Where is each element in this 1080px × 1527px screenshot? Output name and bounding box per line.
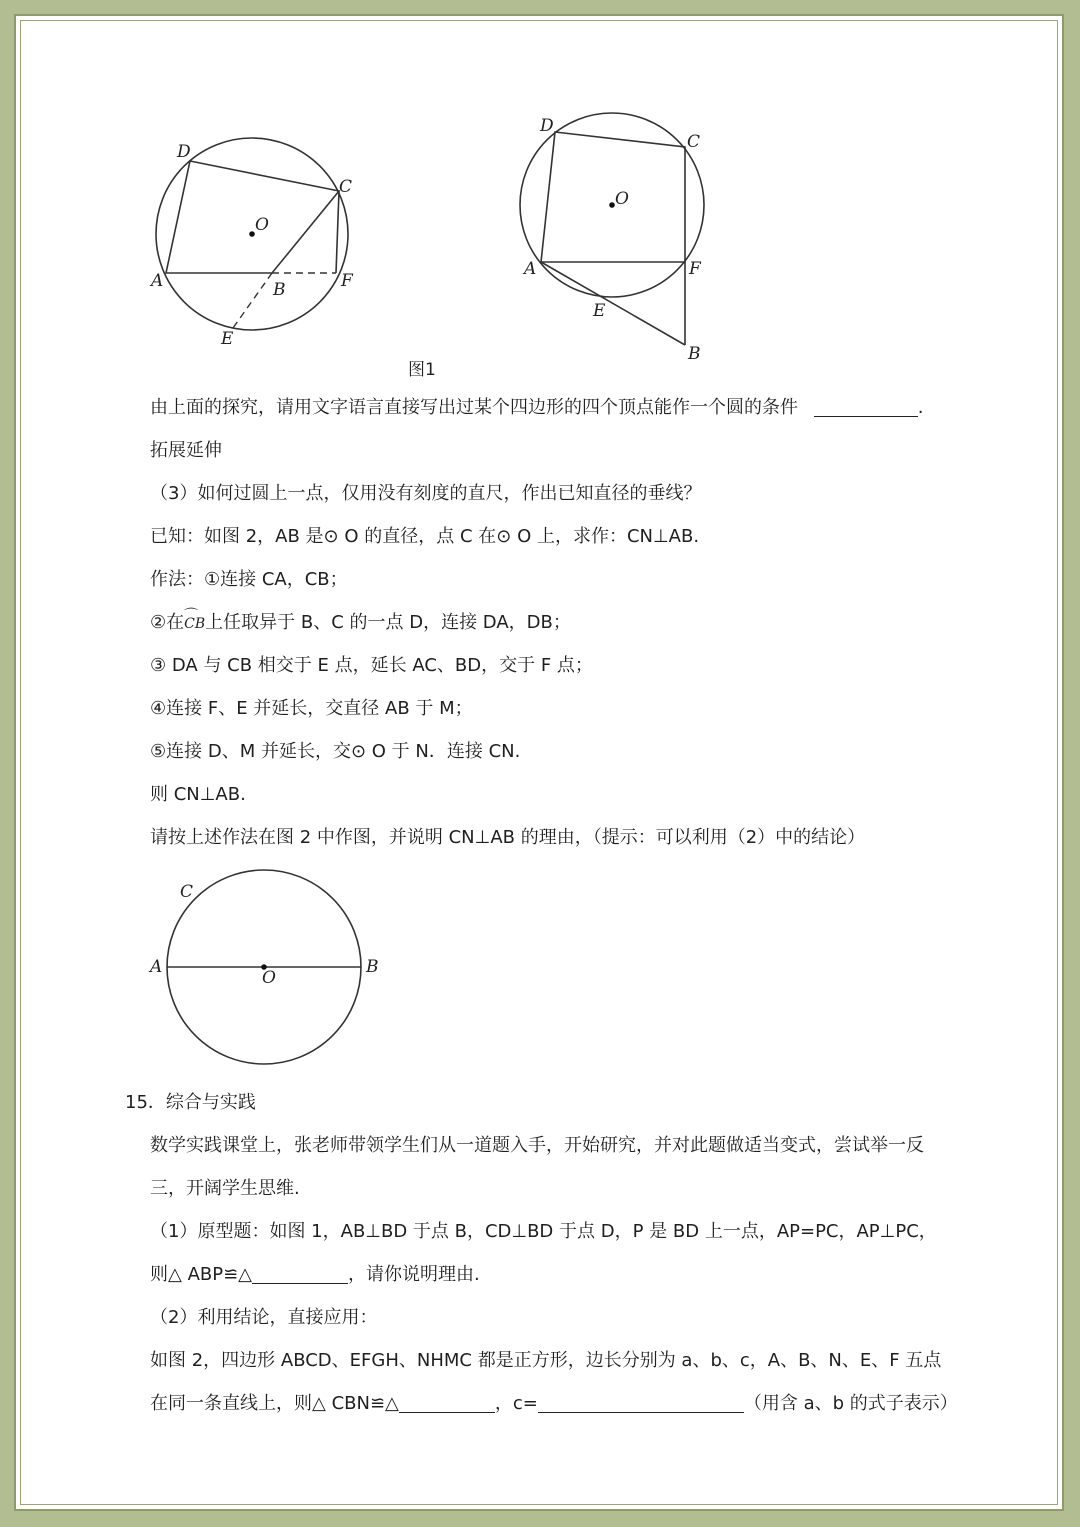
arc-cb: ⌒ CB: [184, 616, 205, 632]
method-step-1: 作法：①连接 CA，CB；: [150, 569, 348, 590]
label-A: A: [524, 259, 537, 279]
label-D: D: [540, 116, 554, 136]
label-C: C: [339, 177, 353, 197]
label-A: A: [150, 957, 163, 977]
label-F: F: [341, 271, 353, 291]
label-O: O: [262, 968, 276, 988]
problem-15-intro-1: 数学实践课堂上，张老师带领学生们从一道题入手，开始研究，并对此题做适当变式，尝试举一反: [150, 1135, 924, 1156]
given-statement: 已知：如图 2，AB 是⊙ O 的直径，点 C 在⊙ O 上，求作：CN⊥AB.: [150, 526, 700, 547]
figure1-right: [505, 110, 735, 370]
answer-blank[interactable]: [814, 398, 918, 417]
label-F: F: [689, 259, 701, 279]
label-O: O: [615, 189, 629, 209]
method-conclusion: 则 CN⊥AB.: [150, 784, 246, 805]
problem-15-intro-2: 三，开阔学生思维.: [150, 1178, 300, 1199]
problem-15-part2-answer: 在同一条直线上，则△ CBN≌△ ，c= （用含 a、b 的式子表示）: [150, 1393, 958, 1414]
label-A: A: [151, 271, 164, 291]
section-heading-extension: 拓展延伸: [150, 440, 222, 461]
figure1-caption: 图1: [408, 360, 436, 380]
answer-blank[interactable]: [538, 1394, 744, 1413]
label-B: B: [366, 957, 379, 977]
method-instruction: 请按上述作法在图 2 中作图，并说明 CN⊥AB 的理由，（提示：可以利用（2）中的结论）: [150, 827, 866, 848]
condition-question: 由上面的探究，请用文字语言直接写出过某个四边形的四个顶点能作一个圆的条件 .: [150, 397, 924, 418]
label-C: C: [180, 882, 194, 902]
problem-15-part1-answer: 则△ ABP≌△ ，请你说明理由.: [150, 1264, 480, 1285]
label-O: O: [255, 215, 269, 235]
problem-15-part2-desc: 如图 2，四边形 ABCD、EFGH、NHMC 都是正方形，边长分别为 a、b、c，A、B、N、E、F 五点: [150, 1350, 942, 1371]
question-3: （3）如何过圆上一点，仅用没有刻度的直尺，作出已知直径的垂线？: [150, 483, 702, 504]
figure2: [145, 870, 385, 1070]
method-step-4: ④连接 F、E 并延长，交直径 AB 于 M；: [150, 698, 473, 719]
label-D: D: [177, 142, 191, 162]
label-E: E: [221, 329, 234, 349]
method-step-5: ⑤连接 D、M 并延长，交⊙ O 于 N．连接 CN.: [150, 741, 521, 762]
problem-15-part1: （1）原型题：如图 1，AB⊥BD 于点 B，CD⊥BD 于点 D，P 是 BD 上一点，AP=PC，AP⊥PC，: [150, 1221, 937, 1242]
figure1-left: [140, 130, 370, 360]
label-B: B: [273, 280, 286, 300]
method-step-3: ③ DA 与 CB 相交于 E 点，延长 AC、BD，交于 F 点；: [150, 655, 593, 676]
label-B: B: [688, 344, 701, 364]
label-E: E: [593, 301, 606, 321]
answer-blank[interactable]: [399, 1394, 495, 1413]
answer-blank[interactable]: [252, 1265, 348, 1284]
method-step-2: ②在⌒ CB上任取异于 B、C 的一点 D，连接 DA，DB；: [150, 611, 571, 636]
label-C: C: [687, 132, 701, 152]
problem-15-title: 15．综合与实践: [125, 1092, 256, 1113]
problem-15-part2: （2）利用结论，直接应用：: [150, 1307, 378, 1328]
